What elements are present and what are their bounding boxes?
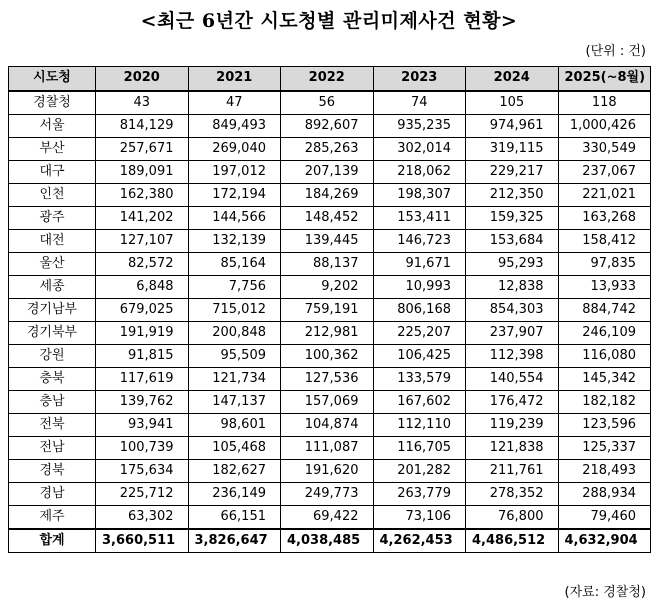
table-row: [9, 137, 651, 160]
value-cell: 189,091: [96, 160, 189, 183]
value-cell: 191,919: [96, 321, 189, 344]
table-row: [9, 91, 651, 115]
region-cell: 인천: [9, 183, 96, 206]
value-cell: 172,194: [188, 183, 281, 206]
table-row: [9, 436, 651, 459]
region-cell: 대구: [9, 160, 96, 183]
value-cell: 88,137: [281, 252, 374, 275]
value-cell: 679,025: [96, 298, 189, 321]
value-cell: 66,151: [188, 505, 281, 529]
value-cell: 201,282: [373, 459, 466, 482]
value-cell: 182,627: [188, 459, 281, 482]
table-row: [9, 275, 651, 298]
value-cell: 140,554: [466, 367, 559, 390]
value-cell: 212,350: [466, 183, 559, 206]
value-cell: 236,149: [188, 482, 281, 505]
value-cell: 121,838: [466, 436, 559, 459]
region-cell: 세종: [9, 275, 96, 298]
value-cell: 97,835: [558, 252, 651, 275]
value-cell: 3,826,647: [188, 529, 281, 553]
value-cell: 85,164: [188, 252, 281, 275]
value-cell: 91,815: [96, 344, 189, 367]
value-cell: 147,137: [188, 390, 281, 413]
value-cell: 207,139: [281, 160, 374, 183]
table-row: [9, 229, 651, 252]
value-cell: 145,342: [558, 367, 651, 390]
value-cell: 119,239: [466, 413, 559, 436]
value-cell: 246,109: [558, 321, 651, 344]
table-row: [9, 367, 651, 390]
value-cell: 759,191: [281, 298, 374, 321]
value-cell: 163,268: [558, 206, 651, 229]
unit-label: (단위 : 건): [585, 44, 646, 59]
source-note: (자료: 경찰청): [564, 585, 646, 600]
value-cell: 117,619: [96, 367, 189, 390]
value-cell: 892,607: [281, 114, 374, 137]
table-row: [9, 252, 651, 275]
value-cell: 159,325: [466, 206, 559, 229]
value-cell: 104,874: [281, 413, 374, 436]
value-cell: 76,800: [466, 505, 559, 529]
value-cell: 74: [373, 91, 466, 115]
value-cell: 95,509: [188, 344, 281, 367]
value-cell: 330,549: [558, 137, 651, 160]
value-cell: 158,412: [558, 229, 651, 252]
value-cell: 4,486,512: [466, 529, 559, 553]
table-row: [9, 206, 651, 229]
value-cell: 191,620: [281, 459, 374, 482]
value-cell: 218,062: [373, 160, 466, 183]
value-cell: 127,107: [96, 229, 189, 252]
region-cell: 부산: [9, 137, 96, 160]
value-cell: 4,632,904: [558, 529, 651, 553]
column-header: 2023: [373, 67, 466, 91]
table-row: [9, 413, 651, 436]
value-cell: 111,087: [281, 436, 374, 459]
value-cell: 47: [188, 91, 281, 115]
value-cell: 3,660,511: [96, 529, 189, 553]
value-cell: 9,202: [281, 275, 374, 298]
column-header: 2024: [466, 67, 559, 91]
value-cell: 106,425: [373, 344, 466, 367]
value-cell: 123,596: [558, 413, 651, 436]
value-cell: 121,734: [188, 367, 281, 390]
total-row: [9, 529, 651, 553]
value-cell: 105,468: [188, 436, 281, 459]
value-cell: 849,493: [188, 114, 281, 137]
value-cell: 715,012: [188, 298, 281, 321]
value-cell: 10,993: [373, 275, 466, 298]
value-cell: 218,493: [558, 459, 651, 482]
value-cell: 133,579: [373, 367, 466, 390]
value-cell: 212,981: [281, 321, 374, 344]
value-cell: 118: [558, 91, 651, 115]
value-cell: 184,269: [281, 183, 374, 206]
value-cell: 148,452: [281, 206, 374, 229]
table-row: [9, 114, 651, 137]
value-cell: 197,012: [188, 160, 281, 183]
value-cell: 257,671: [96, 137, 189, 160]
value-cell: 91,671: [373, 252, 466, 275]
column-header: 2022: [281, 67, 374, 91]
value-cell: 176,472: [466, 390, 559, 413]
region-cell: 전남: [9, 436, 96, 459]
table-row: [9, 160, 651, 183]
value-cell: 814,129: [96, 114, 189, 137]
value-cell: 100,362: [281, 344, 374, 367]
value-cell: 56: [281, 91, 374, 115]
table-row: [9, 183, 651, 206]
value-cell: 112,110: [373, 413, 466, 436]
region-cell: 광주: [9, 206, 96, 229]
value-cell: 211,761: [466, 459, 559, 482]
value-cell: 198,307: [373, 183, 466, 206]
table-body: [9, 91, 651, 553]
value-cell: 43: [96, 91, 189, 115]
table-row: [9, 344, 651, 367]
value-cell: 7,756: [188, 275, 281, 298]
value-cell: 854,303: [466, 298, 559, 321]
value-cell: 1,000,426: [558, 114, 651, 137]
value-cell: 6,848: [96, 275, 189, 298]
value-cell: 95,293: [466, 252, 559, 275]
value-cell: 884,742: [558, 298, 651, 321]
table-row: [9, 390, 651, 413]
region-cell: 경기남부: [9, 298, 96, 321]
column-header: 2021: [188, 67, 281, 91]
column-header: 2025(~8월): [558, 67, 651, 91]
value-cell: 935,235: [373, 114, 466, 137]
value-cell: 125,337: [558, 436, 651, 459]
value-cell: 100,739: [96, 436, 189, 459]
value-cell: 221,021: [558, 183, 651, 206]
value-cell: 167,602: [373, 390, 466, 413]
region-cell: 대전: [9, 229, 96, 252]
value-cell: 225,712: [96, 482, 189, 505]
value-cell: 263,779: [373, 482, 466, 505]
region-cell: 경남: [9, 482, 96, 505]
value-cell: 175,634: [96, 459, 189, 482]
column-header: 시도청: [9, 67, 96, 91]
value-cell: 302,014: [373, 137, 466, 160]
value-cell: 112,398: [466, 344, 559, 367]
value-cell: 974,961: [466, 114, 559, 137]
value-cell: 127,536: [281, 367, 374, 390]
value-cell: 132,139: [188, 229, 281, 252]
value-cell: 157,069: [281, 390, 374, 413]
table-row: [9, 321, 651, 344]
value-cell: 79,460: [558, 505, 651, 529]
value-cell: 139,762: [96, 390, 189, 413]
table-row: [9, 298, 651, 321]
value-cell: 225,207: [373, 321, 466, 344]
value-cell: 141,202: [96, 206, 189, 229]
value-cell: 229,217: [466, 160, 559, 183]
region-cell: 강원: [9, 344, 96, 367]
value-cell: 116,080: [558, 344, 651, 367]
value-cell: 105: [466, 91, 559, 115]
value-cell: 162,380: [96, 183, 189, 206]
value-cell: 98,601: [188, 413, 281, 436]
cases-table: [8, 66, 651, 553]
value-cell: 278,352: [466, 482, 559, 505]
value-cell: 73,106: [373, 505, 466, 529]
value-cell: 82,572: [96, 252, 189, 275]
value-cell: 12,838: [466, 275, 559, 298]
region-cell: 충북: [9, 367, 96, 390]
value-cell: 182,182: [558, 390, 651, 413]
value-cell: 139,445: [281, 229, 374, 252]
page-title: <최근 6년간 시도청별 관리미제사건 현황>: [140, 10, 518, 32]
region-cell: 전북: [9, 413, 96, 436]
value-cell: 319,115: [466, 137, 559, 160]
value-cell: 237,067: [558, 160, 651, 183]
value-cell: 153,684: [466, 229, 559, 252]
value-cell: 153,411: [373, 206, 466, 229]
value-cell: 116,705: [373, 436, 466, 459]
value-cell: 144,566: [188, 206, 281, 229]
value-cell: 69,422: [281, 505, 374, 529]
table-row: [9, 505, 651, 529]
value-cell: 146,723: [373, 229, 466, 252]
value-cell: 806,168: [373, 298, 466, 321]
header-row: [9, 67, 651, 91]
value-cell: 4,262,453: [373, 529, 466, 553]
value-cell: 288,934: [558, 482, 651, 505]
table-row: [9, 482, 651, 505]
table-row: [9, 459, 651, 482]
region-cell: 경북: [9, 459, 96, 482]
column-header: 2020: [96, 67, 189, 91]
region-cell: 제주: [9, 505, 96, 529]
region-cell: 울산: [9, 252, 96, 275]
value-cell: 237,907: [466, 321, 559, 344]
value-cell: 63,302: [96, 505, 189, 529]
value-cell: 249,773: [281, 482, 374, 505]
value-cell: 285,263: [281, 137, 374, 160]
value-cell: 269,040: [188, 137, 281, 160]
value-cell: 200,848: [188, 321, 281, 344]
region-cell: 경기북부: [9, 321, 96, 344]
value-cell: 13,933: [558, 275, 651, 298]
region-cell: 충남: [9, 390, 96, 413]
region-cell: 경찰청: [9, 91, 96, 115]
region-cell: 합계: [9, 529, 96, 553]
value-cell: 4,038,485: [281, 529, 374, 553]
region-cell: 서울: [9, 114, 96, 137]
value-cell: 93,941: [96, 413, 189, 436]
